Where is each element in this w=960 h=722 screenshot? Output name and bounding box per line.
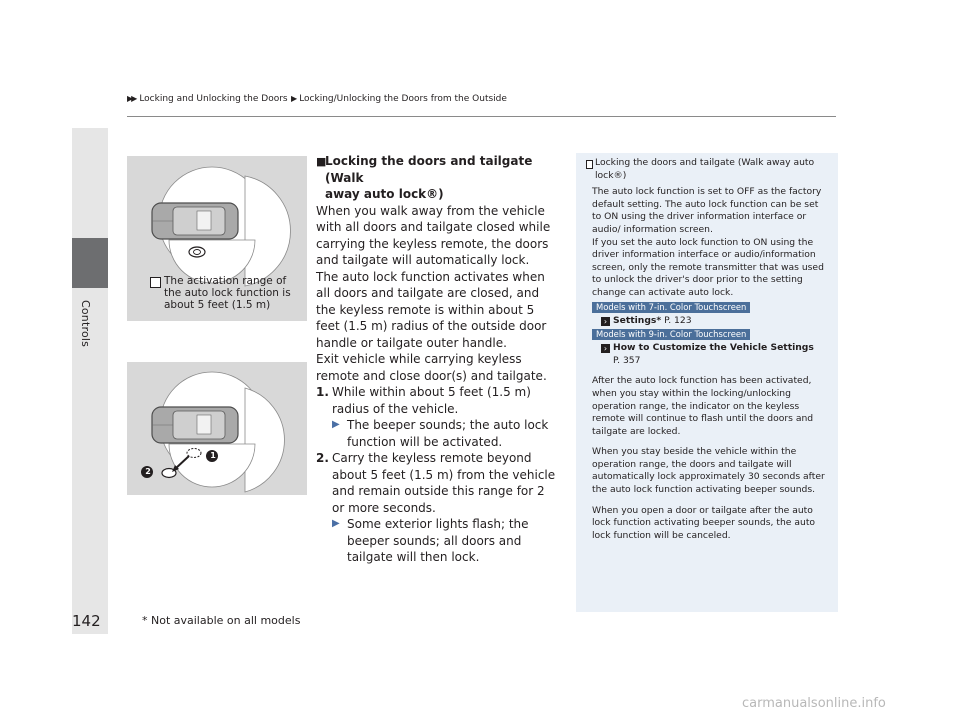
main-content <box>316 153 560 566</box>
section-title-line: away auto lock®) <box>325 187 444 201</box>
result-text: Some exterior lights flash; the beeper sounds; all doors and tailgate will then lock. <box>347 517 529 564</box>
sidebar-band <box>72 128 108 634</box>
step-2 <box>316 450 560 516</box>
intro-paragraph: The auto lock function activates when all doors and tailgate are closed, and the keyless remote is within about 5 feet (1.5 m) radius of the outside door handle or tailgate outer handle. <box>316 269 547 350</box>
breadcrumb-arrow-icon: ▶▶ <box>127 94 136 103</box>
header-divider <box>127 116 836 117</box>
breadcrumb <box>127 94 507 104</box>
note-paragraph: When you open a door or tailgate after the auto lock function activating beeper sounds, the auto lock function will be canceled. <box>592 504 816 541</box>
section-square-icon: ■ <box>316 155 327 168</box>
marker-2-label: 2 <box>145 467 151 476</box>
result-arrow-icon: ▶ <box>332 419 340 430</box>
step-1-result <box>316 417 560 450</box>
cross-reference-customize[interactable] <box>592 342 830 367</box>
sidebar-section-tab <box>72 238 108 288</box>
note-paragraph: The auto lock function is set to OFF as the factory default setting. The auto lock function can be set to ON using the driver information interface or audio/ information screen. <box>592 186 822 235</box>
reference-asterisk: * <box>656 314 662 326</box>
watermark: carmanualsonline.info <box>742 696 886 711</box>
reference-arrow-icon: › <box>601 317 610 326</box>
caption-line: the auto lock function is <box>164 287 291 299</box>
figure1-caption <box>150 275 291 311</box>
notes-title-text: Locking the doors and tailgate (Walk away auto lock®) <box>595 157 815 181</box>
reference-title: Settings <box>613 314 657 326</box>
caption-marker-icon <box>150 277 161 288</box>
reference-title: How to Customize the Vehicle Settings <box>613 342 814 354</box>
notes-body <box>586 186 830 542</box>
reference-arrow-icon: › <box>601 344 610 353</box>
breadcrumb-item-1: Locking and Unlocking the Doors <box>139 94 288 104</box>
step-2-result <box>316 516 560 566</box>
note-paragraph: When you stay beside the vehicle within the operation range, the doors and tailgate will automatically lock approximately 30 seconds after the auto lock function activating beeper sounds. <box>592 446 825 496</box>
notes-title <box>586 157 830 182</box>
section-title <box>316 153 560 203</box>
step-number: 2. <box>316 451 329 465</box>
section-title-line: Locking the doors and tailgate (Walk <box>325 154 533 185</box>
reference-page: P. 123 <box>664 314 692 326</box>
step-1 <box>316 384 560 417</box>
sidebar-section-label: Controls <box>79 300 92 348</box>
caption-line: The activation range of <box>164 275 287 287</box>
model-badge-9in: Models with 9-in. Color Touchscreen <box>592 329 750 340</box>
intro-paragraph: Exit vehicle while carrying keyless remote and close door(s) and tailgate. <box>316 352 547 383</box>
page-number: 142 <box>72 612 101 630</box>
intro-paragraph: When you walk away from the vehicle with all doors and tailgate closed while carrying the keyless remote, the doors and tailgate will automatically lock. <box>316 203 551 267</box>
step-number: 1. <box>316 385 329 399</box>
marker-1-label: 1 <box>210 451 216 460</box>
caption-line: about 5 feet (1.5 m) <box>164 299 271 311</box>
footnote: * Not available on all models <box>142 614 301 627</box>
step-text: Carry the keyless remote beyond about 5 feet (1.5 m) from the vehicle and remain outside this range for 2 or more seconds. <box>332 451 556 515</box>
note-marker-icon <box>586 160 593 169</box>
reference-page: P. 357 <box>613 354 641 366</box>
note-paragraph: After the auto lock function has been activated, when you stay within the locking/unlocking operation range, the indicator on the keyless remote will continue to flash until the doors and tailgate are locked. <box>592 375 814 437</box>
result-arrow-icon: ▶ <box>332 518 340 529</box>
model-badge-7in: Models with 7-in. Color Touchscreen <box>592 302 750 313</box>
cross-reference-settings[interactable] <box>592 315 830 328</box>
walk-away-illustration <box>127 362 307 495</box>
step-text: While within about 5 feet (1.5 m) radius of the vehicle. <box>332 385 531 416</box>
note-paragraph: If you set the auto lock function to ON using the driver information interface or audio/information screen, only the remote transmitter that was used to unlock the driver's door prior to the setting change can activate auto lock. <box>592 236 824 298</box>
breadcrumb-arrow-icon: ▶ <box>290 94 296 103</box>
notes-panel <box>576 153 838 612</box>
result-text: The beeper sounds; the auto lock function will be activated. <box>347 418 549 449</box>
breadcrumb-item-2: Locking/Unlocking the Doors from the Outside <box>299 94 507 104</box>
